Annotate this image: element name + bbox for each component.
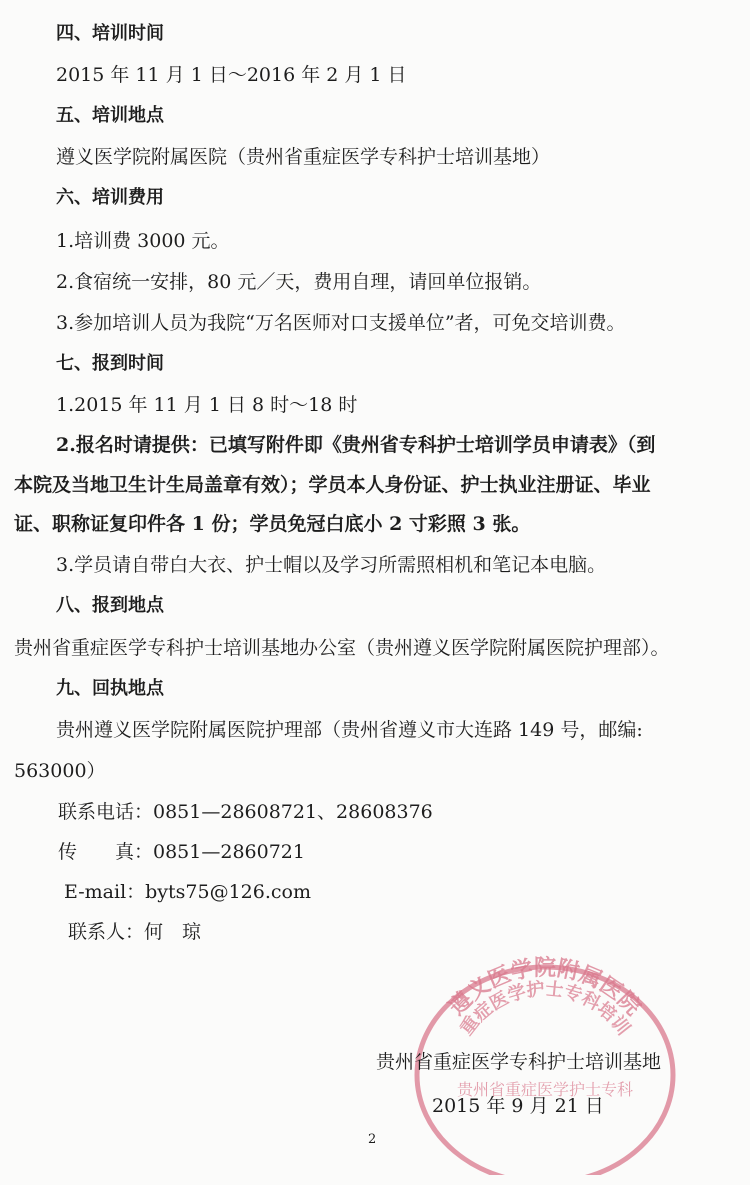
- section-7-item-3: 3.学员请自带白大衣、护士帽以及学习所需照相机和笔记本电脑。: [56, 554, 607, 576]
- section-6-title: 六、培训费用: [56, 187, 164, 208]
- section-9-body-line-2: 563000）: [14, 760, 106, 782]
- contact-phone: 联系电话：0851—28608721、28608376: [58, 801, 433, 823]
- section-8-title: 八、报到地点: [56, 595, 164, 616]
- section-7-item-2-line-1: 2.报名时请提供：已填写附件即《贵州省专科护士培训学员申请表》（到: [56, 434, 656, 456]
- section-4-body: 2015 年 11 月 1 日～2016 年 2 月 1 日: [56, 64, 407, 86]
- section-9-title: 九、回执地点: [56, 678, 164, 699]
- section-6-item-3: 3.参加培训人员为我院“万名医师对口支援单位”者，可免交培训费。: [56, 312, 626, 334]
- signature-date: 2015 年 9 月 21 日: [432, 1095, 604, 1117]
- section-7-item-2-line-3: 证、职称证复印件各 1 份；学员免冠白底小 2 寸彩照 3 张。: [14, 513, 531, 535]
- signature-organization: 贵州省重症医学专科护士培训基地: [376, 1051, 662, 1073]
- section-7-title: 七、报到时间: [56, 353, 164, 374]
- contact-person: 联系人：何 琼: [68, 921, 202, 943]
- svg-text:遵义医学院附属医院: 遵义医学院附属医院: [444, 956, 646, 1021]
- section-9-body-line-1: 贵州遵义医学院附属医院护理部（贵州省遵义市大连路 149 号，邮编:: [56, 719, 643, 741]
- page-number: 2: [368, 1132, 377, 1147]
- section-8-body: 贵州省重症医学专科护士培训基地办公室（贵州遵义医学院附属医院护理部）。: [14, 637, 670, 659]
- contact-fax: 传 真：0851—2860721: [58, 841, 305, 863]
- section-5-body: 遵义医学院附属医院（贵州省重症医学专科护士培训基地）: [56, 146, 551, 168]
- section-6-item-1: 1.培训费 3000 元。: [56, 230, 230, 252]
- section-7-item-1: 1.2015 年 11 月 1 日 8 时～18 时: [56, 394, 358, 416]
- section-4-title: 四、培训时间: [56, 23, 164, 44]
- section-5-title: 五、培训地点: [56, 105, 164, 126]
- section-6-item-2: 2.食宿统一安排，80 元／天，费用自理，请回单位报销。: [56, 271, 542, 293]
- svg-text:重症医学护士专科培训: 重症医学护士专科培训: [456, 978, 634, 1040]
- section-7-item-2-line-2: 本院及当地卫生计生局盖章有效）；学员本人身份证、护士执业注册证、毕业: [14, 474, 651, 496]
- contact-email: E-mail：byts75@126.com: [64, 881, 312, 903]
- svg-text:贵州省重症医学护士专科: 贵州省重症医学护士专科: [456, 1080, 634, 1099]
